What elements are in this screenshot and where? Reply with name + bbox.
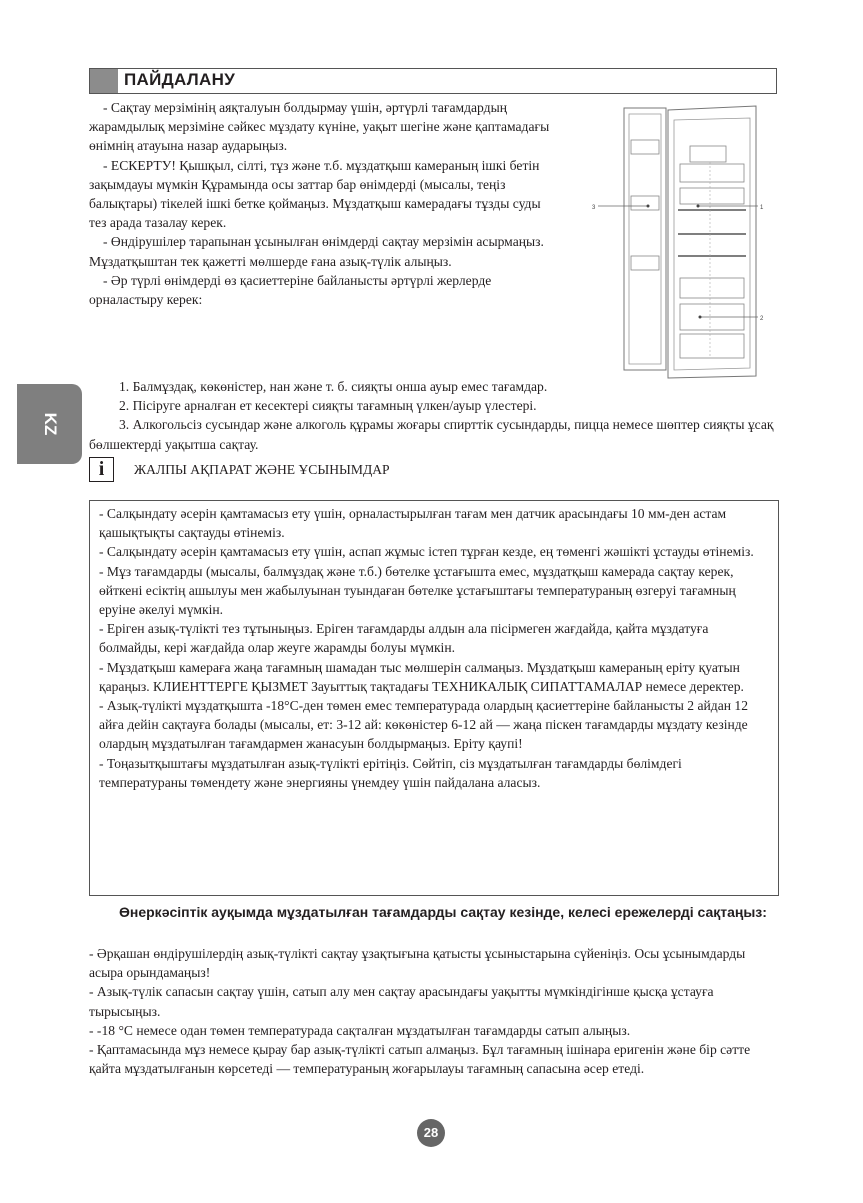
list-item: 1. Балмұздақ, көкөністер, нан және т. б. сияқты онша ауыр емес тағамдар. bbox=[119, 379, 548, 394]
rule-item: - Қаптамасында мұз немесе қырау бар азық-түлікті сатып алмаңыз. Бұл тағамның ішінара еригенін және бір сәтте қайта мұздатылғанын көрсетеді — температураның жоғарылауы тағамның сапасына әсер етеді. bbox=[89, 1042, 751, 1077]
info-box bbox=[89, 500, 779, 896]
rule-item: - Әрқашан өндірушілердің азық-түлікті сақтау ұзақтығына қатысты ұсыныстарына сүйеніңіз. Осы ұсынымдарды асыра орындамаңыз! bbox=[89, 946, 746, 981]
page-title: ПАЙДАЛАНУ bbox=[124, 70, 236, 89]
freezer-diagram bbox=[586, 98, 776, 380]
intro-text bbox=[89, 98, 559, 309]
rule-item: - Азық-түлік сапасын сақтау үшін, сатып алу мен сақтау арасындағы уақытты мүмкіндігінше қысқа ұстауға тырысыңыз. bbox=[89, 984, 714, 1019]
intro-paragraph: - ЕСКЕРТУ! Қышқыл, сілті, тұз және т.б. мұздатқыш камераның ішкі бетін зақымдауы мүмкін Құрамында осы заттар бар өнімдерді (мысалы, теңіз балықтары) тікелей ішкі бетке қоймаңыз. Мұздатқыш камерадағы тұзды суды тез арада тазалау керек. bbox=[89, 157, 541, 231]
info-item: - Еріген азық-түлікті тез тұтыныңыз. Еріген тағамдарды алдын ала пісірмеген жағдайда, қайта мұздатуға болмайды, кері жағдайда олар жеуге жарамды болуы мүмкін. bbox=[99, 621, 709, 656]
info-item: - Мұздатқыш камераға жаңа тағамның шамадан тыс мөлшерін салмаңыз. Мұздатқыш камераның еріту қуатын қараңыз. КЛИЕНТТЕРГЕ ҚЫЗМЕТ Зауыттық тақтадағы ТЕХНИКАЛЫҚ СИПАТТАМАЛАР немесе деректер. bbox=[99, 659, 744, 694]
language-tab-label: KZ bbox=[40, 412, 60, 436]
storage-rules bbox=[89, 944, 779, 1078]
rule-item: - -18 °C немесе одан төмен температурада сақталған мұздатылған тағамдарды сатып алыңыз. bbox=[89, 1022, 631, 1038]
info-item: - Тоңазытқыштағы мұздатылған азық-түлікті ерітіңіз. Сөйтіп, сіз мұздатылған тағамдарды бөлімдегі температураны төмендету және энергияны үнемдеу үшін пайдалана аласыз. bbox=[99, 755, 682, 790]
callout-3: 3 bbox=[592, 205, 596, 211]
section-title: Өнеркәсіптік ауқымда мұздатылған тағамдарды сақтау кезінде, келесі ережелерді сақтаңыз: bbox=[119, 904, 767, 920]
header-tab-block bbox=[90, 69, 118, 93]
language-tab bbox=[17, 384, 82, 464]
storage-zones-list bbox=[89, 377, 779, 454]
intro-paragraph: - Сақтау мерзімінің аяқталуын болдырмау үшін, әртүрлі тағамдардың жарамдылық мерзіміне сәйкес мұздату күніне, уақыт шегіне және қаптамадағы өнімнің атауына назар аударыңыз. bbox=[89, 100, 550, 154]
info-item: - Салқындату әсерін қамтамасыз ету үшін, орналастырылған тағам мен датчик арасындағы 10 мм-ден астам қашықтықты сақтауды өтінеміз. bbox=[99, 506, 727, 541]
info-item: - Азық-түлікті мұздатқышта -18°C-ден төмен емес температурада олардың қасиеттеріне байланысты 2 айдан 12 айға дейін сақтауға болады (мысалы, ет: 3-12 ай: көкөністер 6-12 ай — жаңа піскен тағамдарды мұздату кезінде олардың мұздатылған тағамдармен жанасуын болдырмаңыз. Еріту қаупі! bbox=[99, 698, 749, 752]
list-item: 2. Пісіруге арналған ет кесектері сияқты тағамның үлкен/ауыр үлестері. bbox=[119, 398, 537, 414]
callout-1: 1 bbox=[760, 205, 764, 211]
page-number: 28 bbox=[417, 1119, 445, 1147]
intro-paragraph: - Әр түрлі өнімдерді өз қасиеттеріне байланысты әртүрлі жерлерде орналастыру керек: bbox=[89, 272, 492, 308]
info-icon-glyph: i bbox=[98, 458, 105, 480]
section-header bbox=[89, 68, 777, 94]
info-item: - Мұз тағамдарды (мысалы, балмұздақ және т.б.) бөтелке ұстағышта емес, мұздатқыш камерада сақтау керек, өйткені есіктің ашылуы мен жабылуынан туындаған бөтелке ұстағыштағы температураның өзгеруі тағамның еруіне әкелуі мүмкін. bbox=[99, 563, 736, 618]
info-item: - Салқындату әсерін қамтамасыз ету үшін, аспап жұмыс істеп тұрған кезде, ең төменгі жәшікті ұстауды өтінеміз. bbox=[99, 544, 754, 560]
intro-paragraph: - Өндірушілер тарапынан ұсынылған өнімдерді сақтау мерзімін асырмаңыз. Мұздатқыштан тек қажетті мөлшерде ғана азық-түлік алыңыз. bbox=[89, 234, 544, 269]
callout-2: 2 bbox=[760, 316, 764, 322]
list-item: 3. Алкогольсіз сусындар және алкоголь құрамы жоғары спирттік сусындарды, пицца немесе шөптер сияқты ұсақ бөлшектерді уақытша сақтау. bbox=[89, 417, 774, 452]
info-title: ЖАЛПЫ АҚПАРАТ ЖӘНЕ ҰСЫНЫМДАР bbox=[134, 462, 390, 477]
info-icon bbox=[89, 457, 114, 482]
